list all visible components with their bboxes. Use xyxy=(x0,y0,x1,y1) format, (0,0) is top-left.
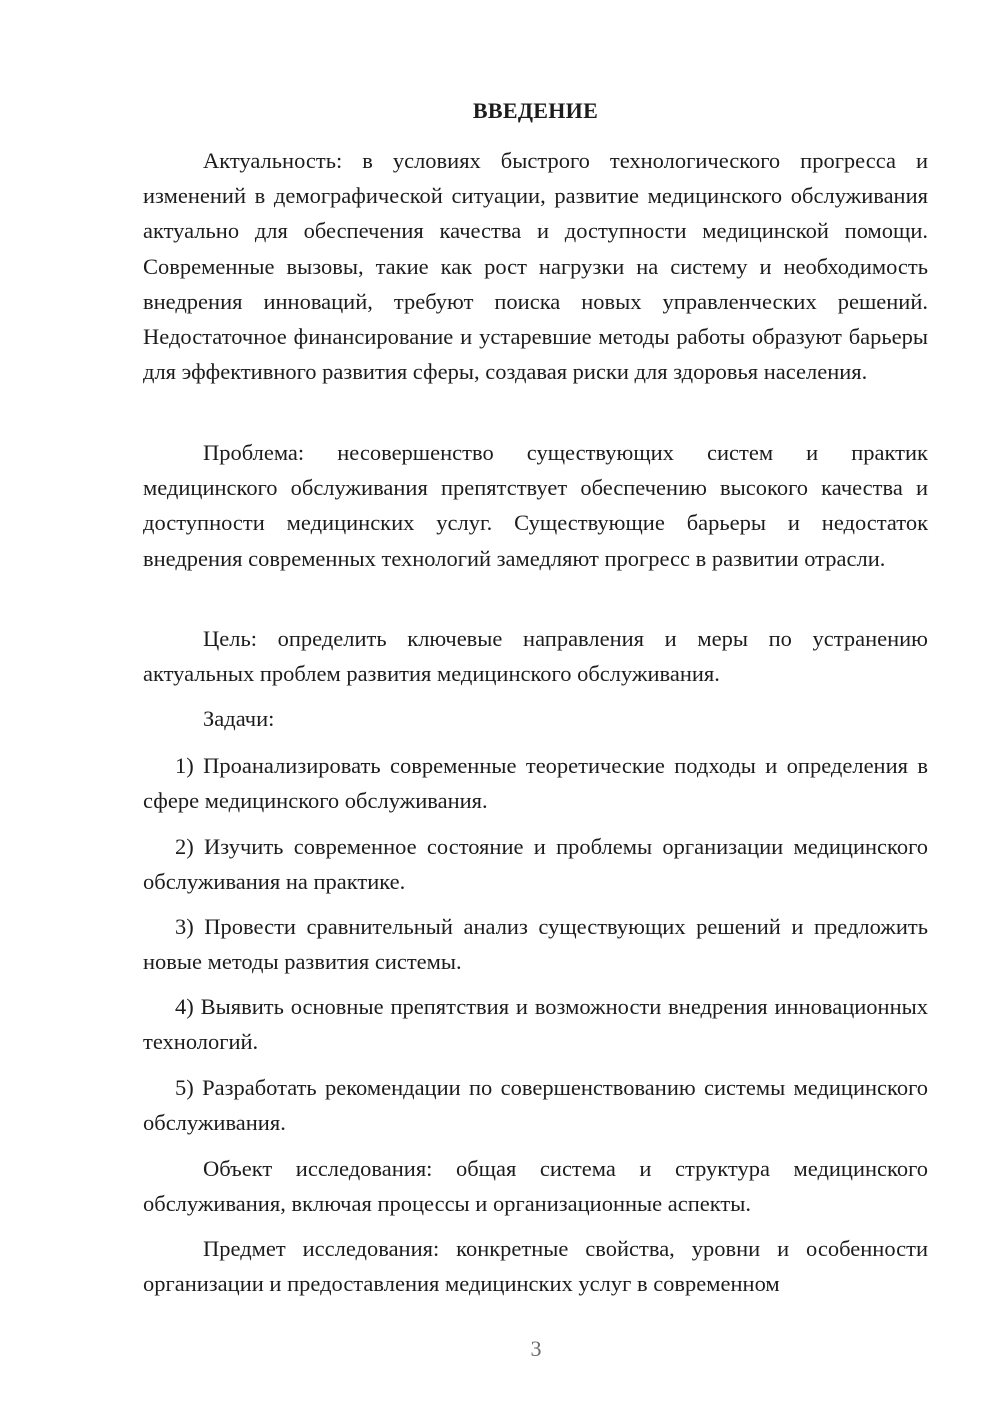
task-item-1: 1) Проанализировать современные теоретические подходы и определения в сфере медицинского обслуживания. xyxy=(143,753,928,814)
tasks-heading: Задачи: xyxy=(203,706,275,731)
task-item-3: 3) Провести сравнительный анализ существующих решений и предложить новые методы развития системы. xyxy=(143,914,928,975)
task-item-4: 4) Выявить основные препятствия и возможности внедрения инновационных технологий. xyxy=(143,994,928,1055)
problem-paragraph: Проблема: несовершенство существующих систем и практик медицинского обслуживания препятствует обеспечению высокого качества и доступности медицинских услуг. Существующие барьеры и недостаток внедрения современных технологий замедляют прогресс в развитии отрасли. xyxy=(143,440,928,571)
relevance-paragraph: Актуальность: в условиях быстрого технологического прогресса и изменений в демографической ситуации, развитие медицинского обслуживания актуально для обеспечения качества и доступности медицинской помощи. Современные вызовы, такие как рост нагрузки на систему и необходимость внедрения инноваций, требуют поиска новых управленческих решений. Недостаточное финансирование и устаревшие методы работы образуют барьеры для эффективного развития сферы, создавая риски для здоровья населения. xyxy=(143,148,928,385)
research-subject-paragraph: Предмет исследования: конкретные свойства, уровни и особенности организации и предоставления медицинских услуг в современном xyxy=(143,1236,928,1297)
task-item-2: 2) Изучить современное состояние и проблемы организации медицинского обслуживания на практике. xyxy=(143,834,928,895)
goal-paragraph: Цель: определить ключевые направления и меры по устранению актуальных проблем развития медицинского обслуживания. xyxy=(143,626,928,687)
task-item-5: 5) Разработать рекомендации по совершенствованию системы медицинского обслуживания. xyxy=(143,1075,928,1136)
page-number: 3 xyxy=(530,1336,542,1361)
research-object-paragraph: Объект исследования: общая система и структура медицинского обслуживания, включая процессы и организационные аспекты. xyxy=(143,1156,928,1217)
section-title: ВВЕДЕНИЕ xyxy=(472,98,599,123)
